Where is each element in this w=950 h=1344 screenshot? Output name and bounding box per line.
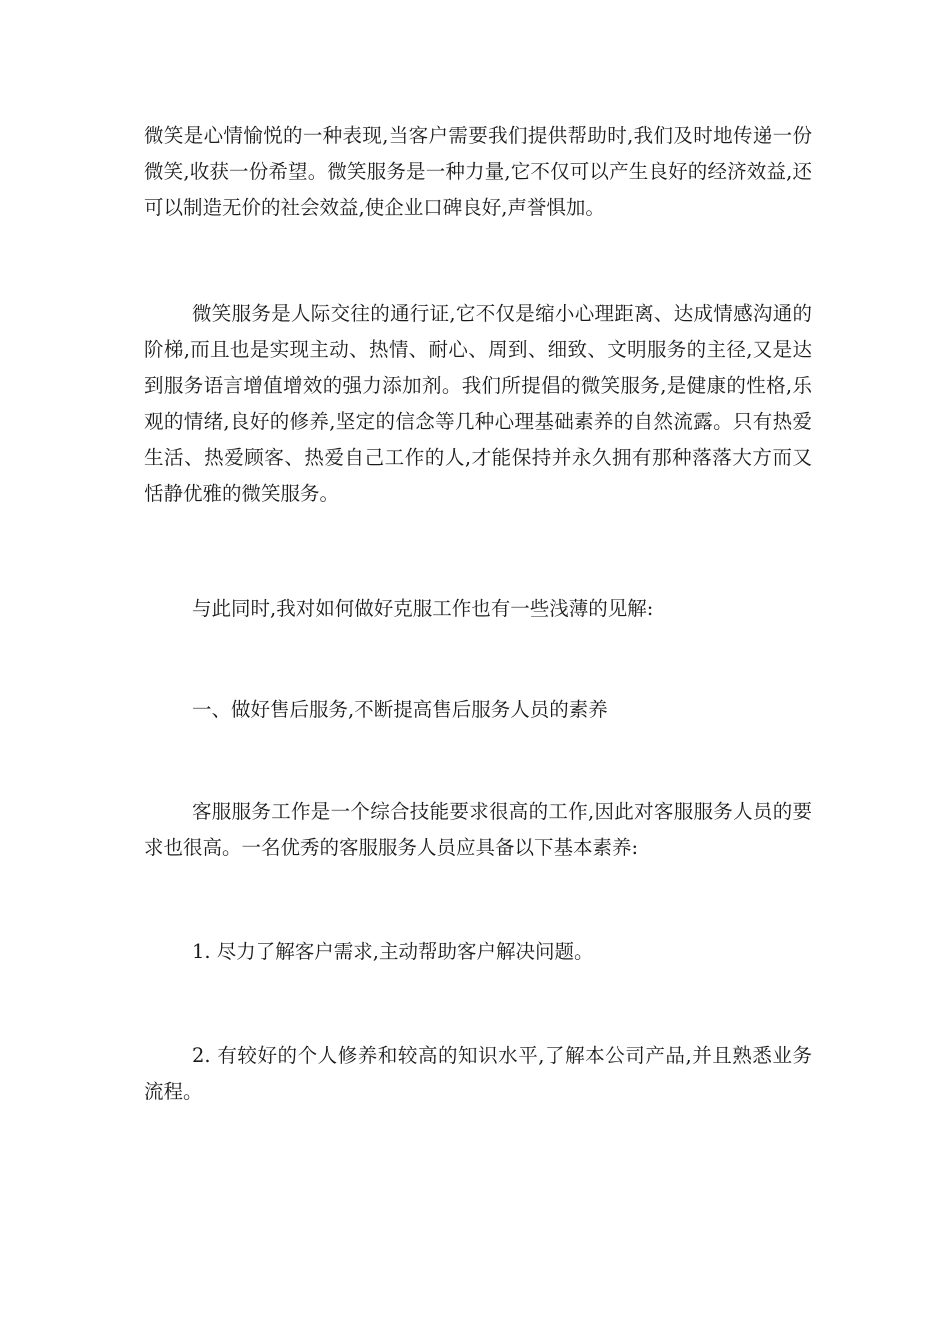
- paragraph-opinions-intro: 与此同时,我对如何做好克服工作也有一些浅薄的见解:: [192, 597, 654, 620]
- paragraph-customer-service-requirements: 客服服务工作是一个综合技能要求很高的工作,因此对客服服务人员的要求也很高。一名优秀的客服服务人员应具备以下基本素养:: [144, 800, 812, 859]
- section-heading-after-sales: 一、做好售后服务,不断提高售后服务人员的素养: [192, 698, 608, 721]
- paragraph-smile-expression: 微笑是心情愉悦的一种表现,当客户需要我们提供帮助时,我们及时地传递一份微笑,收获一份希望。微笑服务是一种力量,它不仅可以产生良好的经济效益,还可以制造无价的社会效益,使企业口碑良好,声誉惧加。: [144, 124, 812, 219]
- paragraph-smile-service-passport: 微笑服务是人际交往的通行证,它不仅是缩小心理距离、达成情感沟通的阶梯,而且也是实现主动、热情、耐心、周到、细致、文明服务的主径,又是达到服务语言增值增效的强力添加剂。我们所提倡的微笑服务,是健康的性格,乐观的情绪,良好的修养,坚定的信念等几种心理基础素养的自然流露。只有热爱生活、热爱顾客、热爱自己工作的人,才能保持并永久拥有那种落落大方而又恬静优雅的微笑服务。: [144, 302, 812, 505]
- list-item-2: 2. 有较好的个人修养和较高的知识水平,了解本公司产品,并且熟悉业务流程。: [144, 1044, 812, 1103]
- list-item-1: 1. 尽力了解客户需求,主动帮助客户解决问题。: [192, 940, 594, 963]
